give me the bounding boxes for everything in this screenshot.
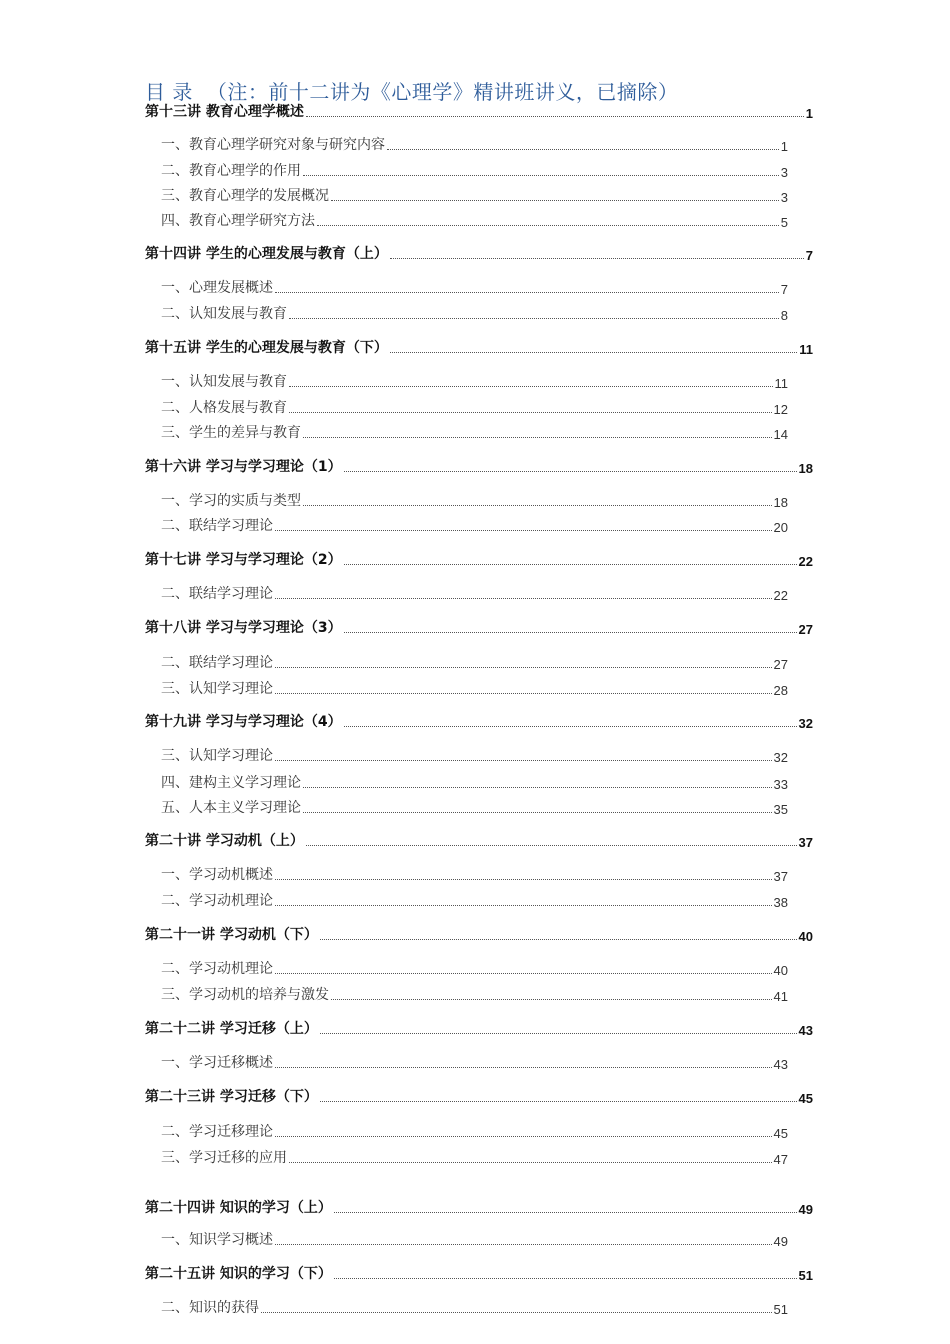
toc-page-number: 11 bbox=[799, 342, 813, 357]
toc-entry-label: 第十五讲 学生的心理发展与教育（下） bbox=[145, 340, 388, 356]
toc-page-number: 49 bbox=[798, 1202, 813, 1217]
toc-leader-dots bbox=[289, 385, 773, 387]
toc-leader-dots bbox=[317, 224, 779, 226]
toc-page-number: 27 bbox=[798, 622, 813, 637]
toc-entry-label: 第十九讲 学习与学习理论（4） bbox=[145, 714, 342, 730]
toc-page-number: 3 bbox=[780, 190, 788, 205]
toc-page-number: 37 bbox=[773, 869, 788, 884]
toc-leader-dots bbox=[275, 1135, 772, 1137]
toc-leader-dots bbox=[261, 1311, 772, 1313]
toc-entry-label: 第十八讲 学习与学习理论（3） bbox=[145, 620, 342, 636]
toc-entry-label: 一、知识学习概述 bbox=[161, 1232, 273, 1248]
toc-page-number: 32 bbox=[773, 750, 788, 765]
toc-leader-dots bbox=[320, 1032, 797, 1034]
toc-section-entry bbox=[161, 1229, 788, 1249]
toc-section-entry bbox=[161, 397, 788, 417]
toc-entry-label: 第十三讲 教育心理学概述 bbox=[145, 104, 304, 120]
toc-leader-dots bbox=[334, 1211, 797, 1213]
toc-entry-label: 三、认知学习理论 bbox=[161, 681, 273, 697]
toc-page-number: 45 bbox=[773, 1126, 788, 1141]
toc-entry-label: 二、学习迁移理论 bbox=[161, 1124, 273, 1140]
toc-leader-dots bbox=[306, 844, 797, 846]
toc-entry-label: 一、学习动机概述 bbox=[161, 867, 273, 883]
toc-leader-dots bbox=[275, 1243, 772, 1245]
toc-leader-dots bbox=[390, 257, 804, 259]
toc-leader-dots bbox=[303, 786, 772, 788]
toc-section-entry bbox=[161, 185, 788, 205]
toc-entry-label: 三、教育心理学的发展概况 bbox=[161, 188, 329, 204]
toc-entry-label: 二、联结学习理论 bbox=[161, 586, 273, 602]
toc-section-entry bbox=[161, 277, 788, 297]
toc-entry-label: 二、知识的获得 bbox=[161, 1300, 259, 1316]
toc-entry-label: 第十六讲 学习与学习理论（1） bbox=[145, 459, 342, 475]
toc-page-number: 28 bbox=[773, 683, 788, 698]
toc-chapter-entry bbox=[145, 1018, 813, 1038]
toc-leader-dots bbox=[344, 631, 797, 633]
toc-leader-dots bbox=[306, 115, 804, 117]
toc-leader-dots bbox=[275, 291, 779, 293]
toc-section-entry bbox=[161, 958, 788, 978]
toc-entry-label: 二、联结学习理论 bbox=[161, 518, 273, 534]
toc-title-main: 目 录 bbox=[145, 80, 193, 104]
toc-section-entry bbox=[161, 1297, 788, 1317]
toc-chapter-entry bbox=[145, 101, 813, 121]
toc-page-number: 43 bbox=[773, 1057, 788, 1072]
toc-chapter-entry bbox=[145, 337, 813, 357]
toc-page-number: 35 bbox=[773, 802, 788, 817]
toc-entry-label: 二、学习动机理论 bbox=[161, 893, 273, 909]
toc-entry-label: 五、人本主义学习理论 bbox=[161, 800, 301, 816]
toc-section-entry bbox=[161, 303, 788, 323]
toc-entry-label: 第十七讲 学习与学习理论（2） bbox=[145, 552, 342, 568]
toc-entry-label: 三、学习迁移的应用 bbox=[161, 1150, 287, 1166]
toc-leader-dots bbox=[320, 938, 797, 940]
toc-section-entry bbox=[161, 984, 788, 1004]
toc-page-number: 1 bbox=[805, 106, 813, 121]
toc-section-entry bbox=[161, 1147, 788, 1167]
toc-chapter-entry bbox=[145, 243, 813, 263]
toc-page-number: 7 bbox=[780, 282, 788, 297]
toc-leader-dots bbox=[275, 666, 772, 668]
toc-entry-label: 三、学习动机的培养与激发 bbox=[161, 987, 329, 1003]
toc-entry-label: 四、教育心理学研究方法 bbox=[161, 213, 315, 229]
toc-section-entry bbox=[161, 134, 788, 154]
toc-leader-dots bbox=[275, 1066, 772, 1068]
toc-entry-label: 一、认知发展与教育 bbox=[161, 374, 287, 390]
toc-leader-dots bbox=[303, 436, 772, 438]
toc-leader-dots bbox=[344, 470, 797, 472]
toc-chapter-entry bbox=[145, 1263, 813, 1283]
toc-page-number: 20 bbox=[773, 520, 788, 535]
toc-section-entry bbox=[161, 371, 788, 391]
toc-chapter-entry bbox=[145, 711, 813, 731]
toc-page-number: 12 bbox=[773, 402, 788, 417]
toc-page-number: 7 bbox=[805, 248, 813, 263]
toc-entry-label: 第二十二讲 学习迁移（上） bbox=[145, 1021, 318, 1037]
toc-entry-label: 一、学习迁移概述 bbox=[161, 1055, 273, 1071]
toc-page-number: 5 bbox=[780, 215, 788, 230]
toc-page-number: 18 bbox=[798, 461, 813, 476]
toc-entry-label: 二、认知发展与教育 bbox=[161, 306, 287, 322]
toc-page-number: 18 bbox=[773, 495, 788, 510]
toc-leader-dots bbox=[275, 529, 772, 531]
toc-page-number: 8 bbox=[780, 308, 788, 323]
toc-section-entry bbox=[161, 422, 788, 442]
toc-page-number: 51 bbox=[773, 1302, 788, 1317]
toc-chapter-entry bbox=[145, 617, 813, 637]
toc-section-entry bbox=[161, 864, 788, 884]
toc-leader-dots bbox=[275, 692, 772, 694]
toc-page-number: 27 bbox=[773, 657, 788, 672]
toc-section-entry bbox=[161, 583, 788, 603]
toc-leader-dots bbox=[320, 1100, 797, 1102]
toc-chapter-entry bbox=[145, 1197, 813, 1217]
toc-section-entry bbox=[161, 745, 788, 765]
toc-entry-label: 第十四讲 学生的心理发展与教育（上） bbox=[145, 246, 388, 262]
toc-leader-dots bbox=[289, 411, 772, 413]
toc-leader-dots bbox=[275, 759, 772, 761]
toc-page-number: 37 bbox=[798, 835, 813, 850]
toc-leader-dots bbox=[387, 148, 779, 150]
toc-leader-dots bbox=[344, 563, 797, 565]
toc-leader-dots bbox=[390, 351, 797, 353]
toc-page-number: 45 bbox=[798, 1091, 813, 1106]
toc-page-number: 40 bbox=[798, 929, 813, 944]
toc-section-entry bbox=[161, 490, 788, 510]
toc-page-number: 38 bbox=[773, 895, 788, 910]
toc-entry-label: 第二十四讲 知识的学习（上） bbox=[145, 1200, 332, 1216]
toc-section-entry bbox=[161, 678, 788, 698]
toc-page-number: 3 bbox=[780, 165, 788, 180]
toc-page-number: 32 bbox=[798, 716, 813, 731]
toc-leader-dots bbox=[303, 174, 779, 176]
toc-section-entry bbox=[161, 210, 788, 230]
toc-leader-dots bbox=[289, 1161, 772, 1163]
toc-entry-label: 二、学习动机理论 bbox=[161, 961, 273, 977]
toc-entry-label: 一、心理发展概述 bbox=[161, 280, 273, 296]
toc-leader-dots bbox=[275, 878, 772, 880]
toc-entry-label: 第二十三讲 学习迁移（下） bbox=[145, 1089, 318, 1105]
toc-page-number: 43 bbox=[798, 1023, 813, 1038]
toc-page-number: 40 bbox=[773, 963, 788, 978]
toc-entry-label: 四、建构主义学习理论 bbox=[161, 775, 301, 791]
toc-section-entry bbox=[161, 1052, 788, 1072]
toc-section-entry bbox=[161, 890, 788, 910]
toc-page-number: 11 bbox=[774, 376, 788, 391]
toc-leader-dots bbox=[331, 199, 779, 201]
toc-page-number: 33 bbox=[773, 777, 788, 792]
toc-entry-label: 二、教育心理学的作用 bbox=[161, 163, 301, 179]
toc-leader-dots bbox=[275, 904, 772, 906]
toc-section-entry bbox=[161, 1121, 788, 1141]
toc-entry-label: 第二十一讲 学习动机（下） bbox=[145, 927, 318, 943]
toc-leader-dots bbox=[334, 1277, 797, 1279]
toc-page-number: 22 bbox=[773, 588, 788, 603]
toc-page-number: 41 bbox=[773, 989, 788, 1004]
toc-entry-label: 三、学生的差异与教育 bbox=[161, 425, 301, 441]
toc-leader-dots bbox=[289, 317, 779, 319]
toc-page-number: 49 bbox=[773, 1234, 788, 1249]
toc-page-number: 14 bbox=[773, 427, 788, 442]
toc-page-number: 22 bbox=[798, 554, 813, 569]
toc-section-entry bbox=[161, 652, 788, 672]
toc-leader-dots bbox=[275, 597, 772, 599]
toc-section-entry bbox=[161, 797, 788, 817]
toc-section-entry bbox=[161, 772, 788, 792]
toc-chapter-entry bbox=[145, 924, 813, 944]
toc-entry-label: 第二十讲 学习动机（上） bbox=[145, 833, 304, 849]
toc-chapter-entry bbox=[145, 830, 813, 850]
toc-page-number: 1 bbox=[780, 139, 788, 154]
toc-leader-dots bbox=[344, 725, 797, 727]
toc-leader-dots bbox=[275, 972, 772, 974]
toc-leader-dots bbox=[331, 998, 772, 1000]
toc-chapter-entry bbox=[145, 549, 813, 569]
toc-leader-dots bbox=[303, 504, 772, 506]
toc-chapter-entry bbox=[145, 1086, 813, 1106]
toc-entry-label: 三、认知学习理论 bbox=[161, 748, 273, 764]
toc-entry-label: 二、联结学习理论 bbox=[161, 655, 273, 671]
toc-title-note: （注：前十二讲为《心理学》精讲班讲义，已摘除） bbox=[206, 80, 679, 104]
toc-chapter-entry bbox=[145, 456, 813, 476]
toc-entry-label: 第二十五讲 知识的学习（下） bbox=[145, 1266, 332, 1282]
toc-page-number: 47 bbox=[773, 1152, 788, 1167]
toc-entry-label: 一、学习的实质与类型 bbox=[161, 493, 301, 509]
toc-section-entry bbox=[161, 160, 788, 180]
toc-section-entry bbox=[161, 515, 788, 535]
toc-leader-dots bbox=[303, 811, 772, 813]
toc-entry-label: 二、人格发展与教育 bbox=[161, 400, 287, 416]
toc-page-number: 51 bbox=[798, 1268, 813, 1283]
toc-entry-label: 一、教育心理学研究对象与研究内容 bbox=[161, 137, 385, 153]
